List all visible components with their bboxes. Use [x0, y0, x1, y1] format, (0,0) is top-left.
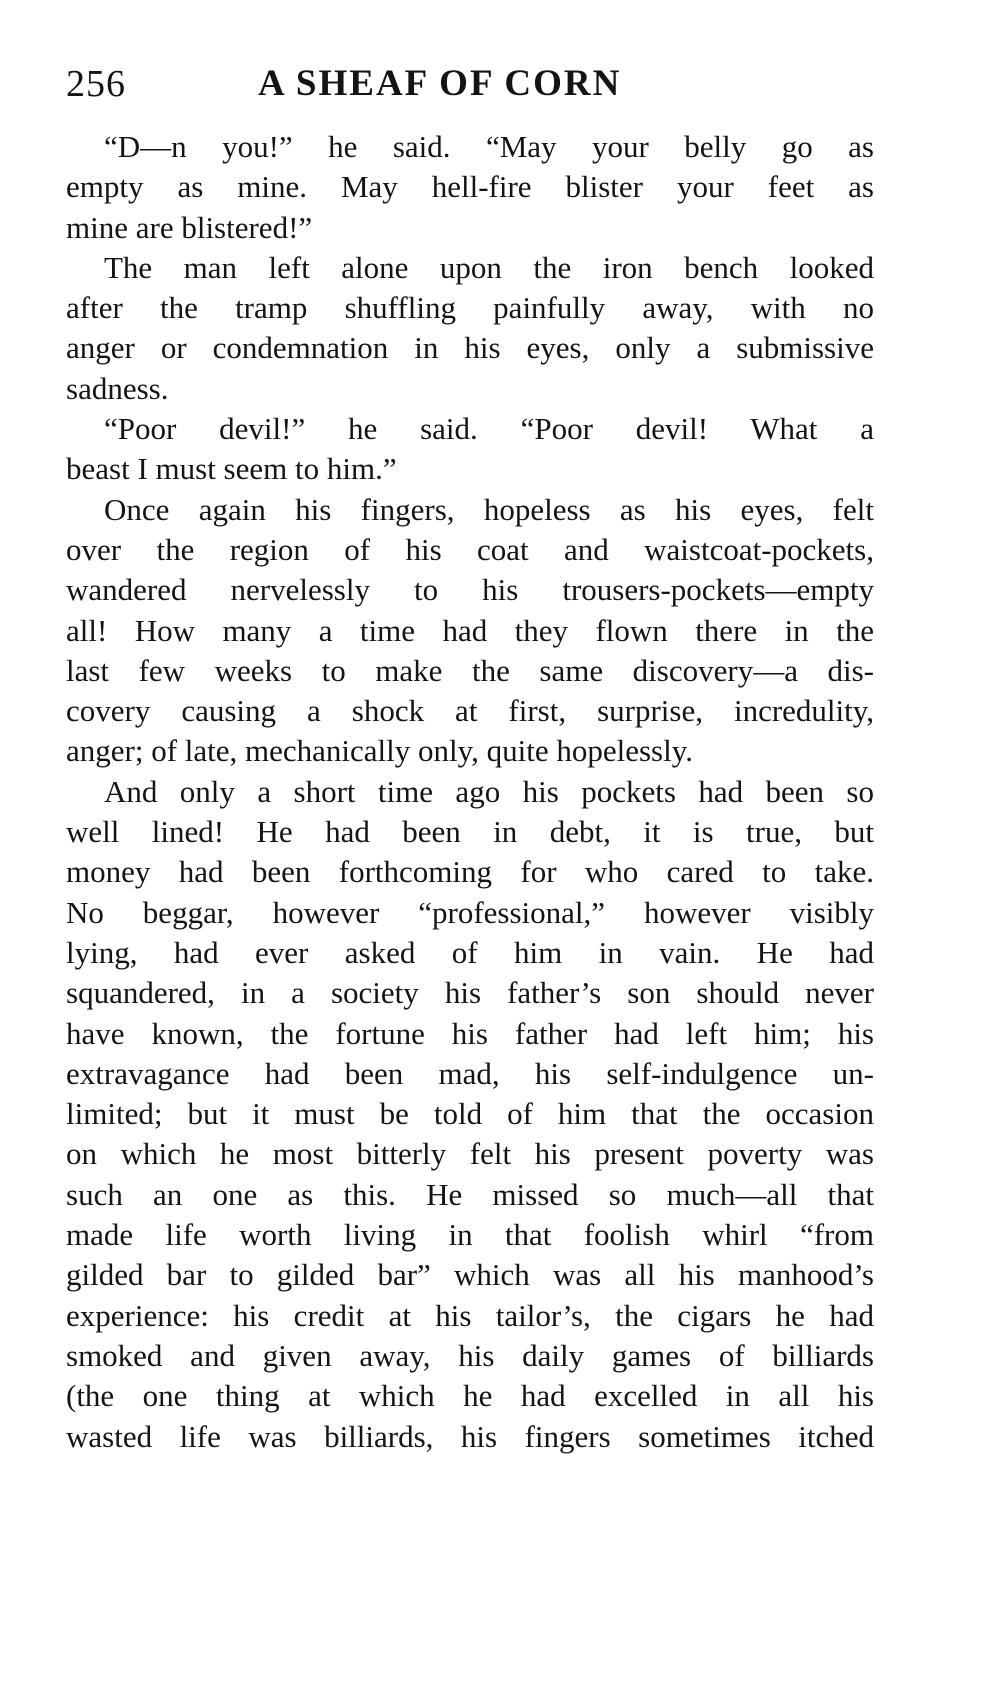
body-text — [66, 127, 874, 1457]
text-line: made life worth living in that foolish whirl “from — [66, 1217, 874, 1253]
text-line: have known, the fortune his father had left him; his — [66, 1015, 874, 1051]
text-line: last few weeks to make the same discovery—a dis- — [66, 652, 874, 688]
text-line: Once again his fingers, hopeless as his eyes, felt — [104, 491, 874, 527]
text-line: money had been forthcoming for who cared to take. — [66, 854, 874, 890]
text-line: And only a short time ago his pockets had been so — [104, 773, 874, 809]
text-line: beast I must seem to him.” — [66, 451, 397, 487]
text-line: all! How many a time had they flown there in the — [66, 612, 874, 648]
text-line: experience: his credit at his tailor’s, the cigars he had — [66, 1297, 874, 1333]
text-line: extravagance had been mad, his self-indulgence un- — [66, 1055, 874, 1091]
text-line: after the tramp shuffling painfully away, with no — [66, 290, 874, 326]
text-line: anger; of late, mechanically only, quite hopelessly. — [66, 733, 693, 769]
text-line: on which he most bitterly felt his present poverty was — [66, 1136, 874, 1172]
text-line: over the region of his coat and waistcoat-pockets, — [66, 531, 874, 567]
text-line: No beggar, however “professional,” however visibly — [66, 894, 874, 930]
text-line: (the one thing at which he had excelled in all his — [66, 1378, 874, 1414]
text-line: sadness. — [66, 370, 169, 406]
text-line: gilded bar to gilded bar” which was all his manhood’s — [66, 1257, 874, 1293]
text-line: lying, had ever asked of him in vain. He had — [66, 934, 874, 970]
running-title: A SHEAF OF CORN — [258, 63, 622, 104]
text-line: wasted life was billiards, his fingers sometimes itched — [66, 1418, 874, 1454]
text-line: squandered, in a society his father’s son should never — [66, 975, 874, 1011]
text-line: mine are blistered!” — [66, 209, 313, 245]
text-line: smoked and given away, his daily games of billiards — [66, 1337, 874, 1373]
running-head — [66, 58, 886, 110]
text-line: “D—n you!” he said. “May your belly go as — [104, 129, 874, 164]
text-line: anger or condemnation in his eyes, only a submissive — [66, 330, 874, 366]
text-line: such an one as this. He missed so much—all that — [66, 1176, 874, 1212]
text-line: covery causing a shock at first, surprise, incredulity, — [66, 693, 874, 729]
text-line: limited; but it must be told of him that the occasion — [66, 1096, 874, 1132]
page-number: 256 — [66, 63, 126, 105]
text-line: empty as mine. May hell-fire blister your feet as — [66, 169, 874, 205]
text-line: The man left alone upon the iron bench looked — [104, 249, 874, 285]
text-line: wandered nervelessly to his trousers-pockets—empty — [66, 572, 874, 608]
text-line: well lined! He had been in debt, it is true, but — [66, 814, 874, 850]
text-line: “Poor devil!” he said. “Poor devil! What a — [104, 411, 874, 447]
